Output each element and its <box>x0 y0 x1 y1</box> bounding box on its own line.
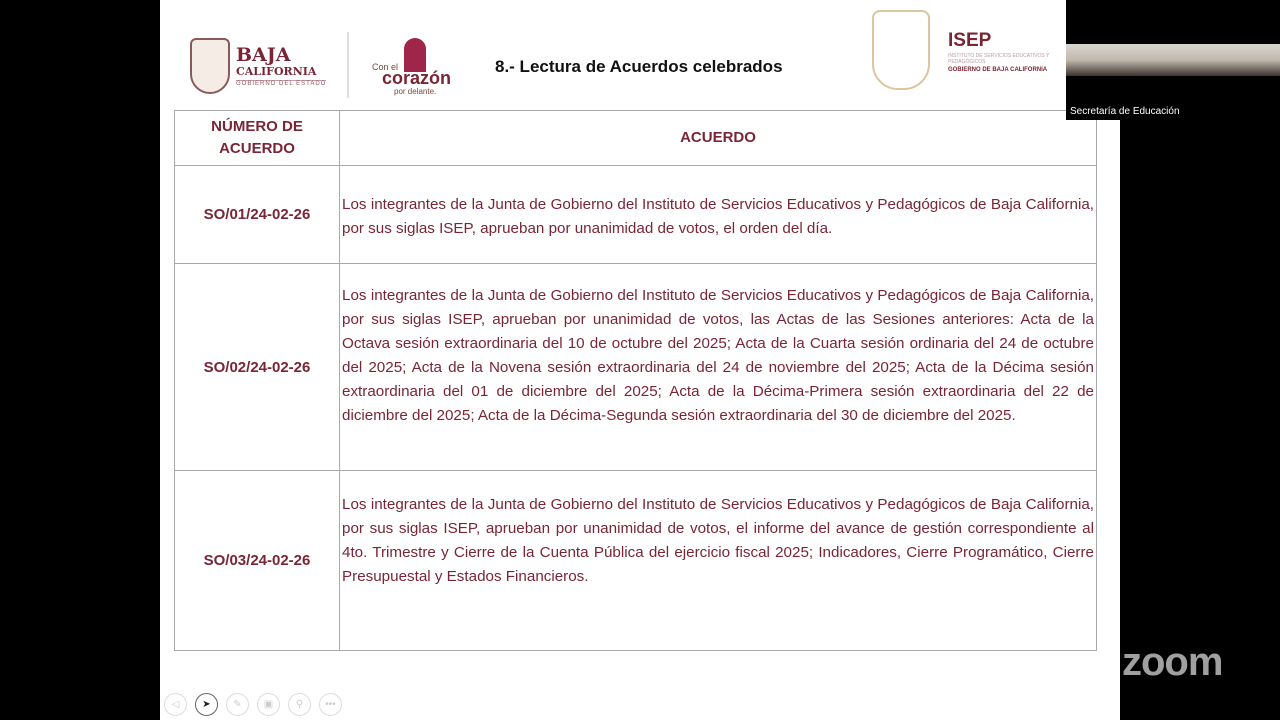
logo-text: GOBIERNO DE BAJA CALIFORNIA <box>948 67 1048 73</box>
slide-title: 8.- Lectura de Acuerdos celebrados <box>495 57 783 76</box>
agreement-text: Los integrantes de la Junta de Gobierno del Instituto de Servicios Educativos y Pedagógicos de Baja California, por sus siglas ISEP, aprueban por unanimidad de votos, el orden del día. <box>340 166 1097 264</box>
state-shield-icon <box>190 38 230 94</box>
logo-text: GOBIERNO DEL ESTADO <box>236 80 327 87</box>
pen-icon[interactable]: ✎ <box>226 693 249 716</box>
column-header-number: NÚMERO DE ACUERDO <box>175 111 340 166</box>
slides-overview-icon[interactable]: ▣ <box>257 693 280 716</box>
emblem-icon <box>872 10 930 90</box>
participant-video-tile[interactable] <box>1066 0 1280 120</box>
table-header <box>175 111 1097 166</box>
table-row <box>175 264 1097 471</box>
table-row <box>175 166 1097 264</box>
agreement-text: Los integrantes de la Junta de Gobierno del Instituto de Servicios Educativos y Pedagógicos de Baja California, por sus siglas ISEP, aprueban por unanimidad de votos, el informe del avance de gestión correspondiente al 4to. Trimestre y Cierre de la Cuenta Pública del ejercicio fiscal 2025; Indicadores, Cierre Programático, Cierre Presupuestal y Estados Financieros. <box>340 471 1097 651</box>
more-options-icon[interactable]: ••• <box>319 693 342 716</box>
zoom-watermark: zoom <box>1122 640 1223 684</box>
column-header-agreement: ACUERDO <box>340 111 1097 166</box>
slideshow-controls <box>164 693 342 716</box>
agreement-text: Los integrantes de la Junta de Gobierno del Instituto de Servicios Educativos y Pedagógicos de Baja California, por sus siglas ISEP, aprueban por unanimidad de votos, las Actas de las Sesiones anteriores: Acta de la Octava sesión extraordinaria del 10 de octubre del 2025; Acta de la Cuarta sesión ordinaria del 24 de octubre del 2025; Acta de la Novena sesión extraordinaria del 24 de noviembre del 2025; Acta de la Décima sesión extraordinaria del 01 de diciembre del 2025; Acta de la Décima-Primera sesión extraordinaria del 22 de diciembre del 2025; Acta de la Décima-Segunda sesión extraordinaria del 30 de diciembre del 2025. <box>340 264 1097 471</box>
logo-text: corazón <box>382 68 452 88</box>
logo-text: Con el <box>372 62 399 72</box>
heart-icon <box>404 38 426 72</box>
video-feed <box>1066 44 1280 76</box>
pointer-icon[interactable]: ➤ <box>195 693 218 716</box>
baja-california-logo <box>190 38 326 94</box>
logo-text: por delante. <box>394 87 437 96</box>
agreements-table <box>174 110 1097 651</box>
agreement-number: SO/02/24-02-26 <box>175 264 340 471</box>
logo-text: INSTITUTO DE SERVICIOS EDUCATIVOS Y PEDAGÓGICOS <box>948 53 1050 65</box>
logo-text: BAJA <box>236 43 291 66</box>
logo-text: ISEP <box>948 30 992 51</box>
logo-text: CALIFORNIA <box>236 64 317 78</box>
table-row <box>175 471 1097 651</box>
logo-divider <box>347 32 349 98</box>
corazon-logo <box>372 38 462 98</box>
isep-logo <box>872 10 1062 92</box>
agreement-number: SO/03/24-02-26 <box>175 471 340 651</box>
participant-name: Secretaría de Educación <box>1070 106 1180 117</box>
zoom-magnifier-icon[interactable]: ⚲ <box>288 693 311 716</box>
agreement-number: SO/01/24-02-26 <box>175 166 340 264</box>
previous-slide-icon[interactable]: ◁ <box>164 693 187 716</box>
